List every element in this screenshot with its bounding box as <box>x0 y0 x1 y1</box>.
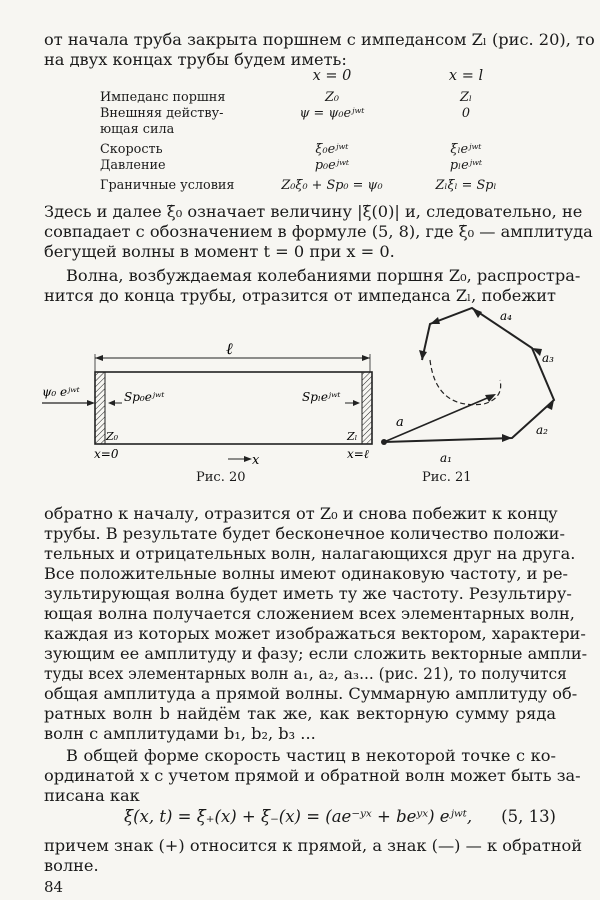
text-line: каждая из которых может изображаться вектором, характери- <box>44 624 586 643</box>
text-line: зующим ее амплитуду и фазу; если сложить векторные ампли- <box>44 644 588 663</box>
table-cell: Граничные условия <box>100 178 235 193</box>
wave-left-label: Sp₀eʲʷᵗ <box>124 390 165 404</box>
xl-label: x=ℓ <box>347 447 369 461</box>
table-cell: Zₗξ̇ₗ = Spₗ <box>435 178 497 193</box>
table-cell: Импеданс поршня <box>100 90 226 105</box>
wave-right-label: Spₗeʲʷᵗ <box>302 390 341 404</box>
table-cell: pₗeʲʷᵗ <box>449 158 483 173</box>
x0-label: x=0 <box>94 447 119 461</box>
arrow-right-icon <box>362 355 370 361</box>
figure-21-vector-diagram <box>372 300 572 480</box>
table-cell: Z₀ <box>324 90 340 105</box>
text-line: на двух концах трубы будем иметь: <box>44 50 347 69</box>
piston-left <box>95 372 105 444</box>
boundary-table <box>100 68 540 194</box>
text-line: зультирующая волна будет иметь ту же частоту. Результиру- <box>44 584 572 603</box>
z0-label: Z₀ <box>106 430 119 443</box>
text-line: туды всех элементарных волн a₁, a₂, a₃... (рис. 21), то получится <box>44 665 567 683</box>
table-row <box>100 122 540 138</box>
x-axis-label: x <box>252 453 260 468</box>
arrow-left-icon <box>108 400 115 406</box>
text-line: ратных волн b найдём так же, как векторную сумму ряда <box>44 704 556 723</box>
equation-formula: ξ̇(x, t) = ξ̇₊(x) + ξ̇₋(x) = (ae⁻ʸˣ + beʸˣ) eʲʷᵗ, <box>124 807 473 826</box>
arrow-right-icon <box>87 400 95 406</box>
table-cell: Давление <box>100 158 166 173</box>
vector-label-a3: a₃ <box>542 351 554 365</box>
force-label: ψ₀ eʲʷᵗ <box>42 385 80 399</box>
vector-label-a: a <box>396 415 404 430</box>
text-line: бегущей волны в момент t = 0 при x = 0. <box>44 242 395 261</box>
table-cell: ющая сила <box>100 122 175 137</box>
table-cell: x = l <box>448 68 484 84</box>
text-line: волн с амплитудами b₁, b₂, b₃ ... <box>44 724 316 743</box>
text-line: обратно к началу, отразится от Z₀ и снова побежит к концу <box>44 504 558 523</box>
text-line: волне. <box>44 856 99 875</box>
figure-20-tube-diagram <box>40 340 400 470</box>
arrow-left-icon <box>95 355 103 361</box>
table-row <box>100 158 540 174</box>
table-cell: Внешняя действу- <box>100 106 224 121</box>
figure-21-caption: Рис. 21 <box>422 470 472 485</box>
length-label: ℓ <box>226 340 233 358</box>
table-row <box>100 142 540 158</box>
vector-label-a4: a₄ <box>500 309 512 323</box>
arrow-right-icon <box>244 456 252 462</box>
text-line: трубы. В результате будет бесконечное количество положи- <box>44 524 565 543</box>
text-line: общая амплитуда a прямой волны. Суммарную амплитуду об- <box>44 684 578 703</box>
text-line: нится до конца трубы, отразится от импеданса Zₗ, побежит <box>44 286 556 305</box>
vector-label-a1: a₁ <box>440 451 452 465</box>
text-line: тельных и отрицательных волн, налагающихся друг на друга. <box>44 544 576 563</box>
table-cell <box>406 122 526 138</box>
equation-5-13 <box>44 806 556 828</box>
text-line: писана как <box>44 786 140 805</box>
table-cell: ξ̇ₗeʲʷᵗ <box>450 142 482 157</box>
arrow-right-icon <box>353 400 360 406</box>
piston-right <box>362 372 372 444</box>
arrow-icon <box>430 317 440 324</box>
table-cell <box>258 122 406 138</box>
text-line: Волна, возбуждаемая колебаниями поршня Z₀, распростра- <box>66 266 581 285</box>
text-line: В общей форме скорость частиц в некоторой точке с ко- <box>66 746 556 765</box>
page-number: 84 <box>44 878 64 896</box>
table-header <box>100 68 540 84</box>
text-line: ющая волна получается сложением всех элементарных волн, <box>44 604 575 623</box>
text-line: Все положительные волны имеют одинаковую частоту, и ре- <box>44 564 568 583</box>
arrow-icon <box>472 308 482 318</box>
text-line: Здесь и далее ξ̇₀ означает величину |ξ̇(0)| и, следовательно, не <box>44 202 583 221</box>
table-cell <box>100 68 258 84</box>
table-cell: x = 0 <box>312 68 352 84</box>
table-cell: Z₀ξ̇₀ + Sp₀ = ψ₀ <box>281 178 383 193</box>
text-line: от начала труба закрыта поршнем с импедансом Zₗ (рис. 20), то <box>44 30 595 49</box>
table-cell: ξ̇₀eʲʷᵗ <box>315 142 349 157</box>
origin-point <box>381 439 387 445</box>
text-line: ординатой x с учетом прямой и обратной волн может быть за- <box>44 766 581 785</box>
text-line: совпадает с обозначением в формуле (5, 8), где ξ̇₀ — амплитуда <box>44 222 593 241</box>
table-cell: Zₗ <box>460 90 472 105</box>
equation-number: (5, 13) <box>501 807 556 826</box>
table-row <box>100 106 540 122</box>
table-cell: ψ = ψ₀eʲʷᵗ <box>299 106 365 121</box>
table-cell: p₀eʲʷᵗ <box>314 158 350 173</box>
tube-body <box>95 372 372 444</box>
vector-chain <box>384 308 554 442</box>
table-cell: Скорость <box>100 142 163 157</box>
table-cell: 0 <box>461 106 471 121</box>
table-row <box>100 178 540 194</box>
text-line: причем знак (+) относится к прямой, а знак (—) — к обратной <box>44 836 583 855</box>
arrow-icon <box>502 434 512 442</box>
zl-label: Zₗ <box>347 430 358 443</box>
table-row <box>100 90 540 106</box>
vector-label-a2: a₂ <box>536 423 548 437</box>
figure-20-caption: Рис. 20 <box>196 470 246 485</box>
